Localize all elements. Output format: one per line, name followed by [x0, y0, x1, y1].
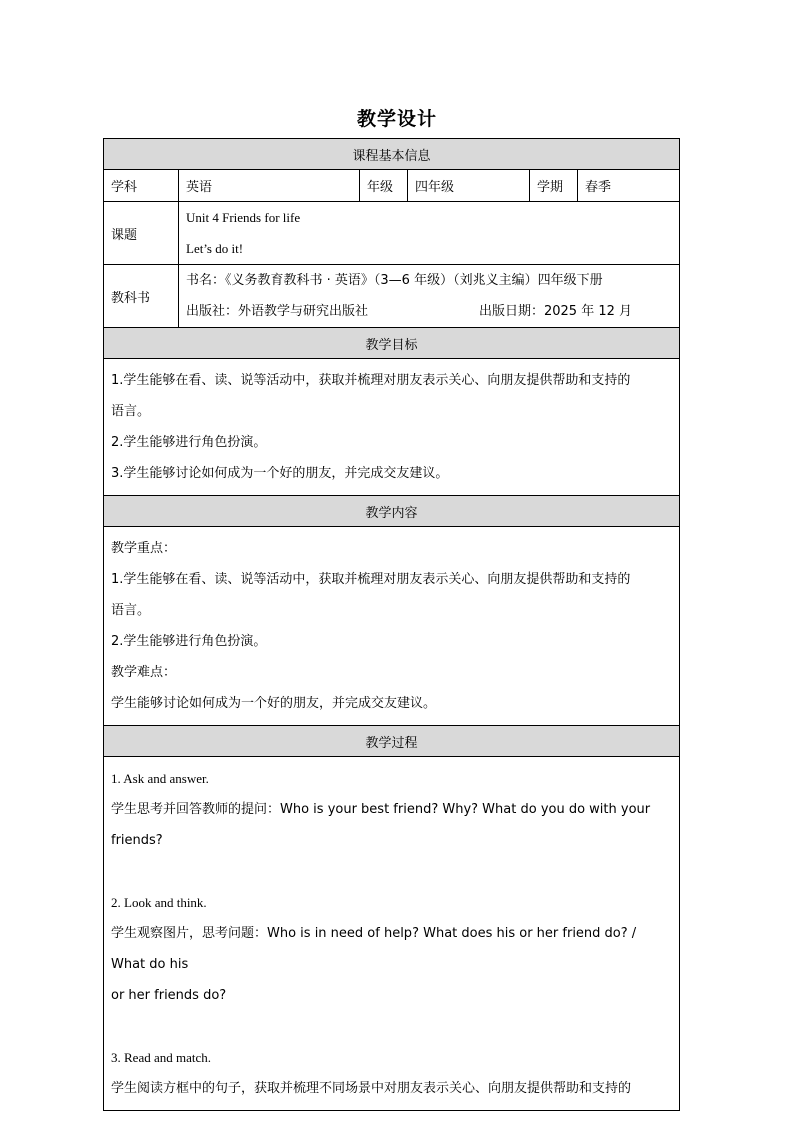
- term-label: 学期: [530, 170, 578, 202]
- subject-value: 英语: [179, 170, 360, 202]
- content-line: 学生能够讨论如何成为一个好的朋友，并完成交友建议。: [111, 696, 437, 711]
- process-line: 学生思考并回答教师的提问：Who is your best friend? Why? What do you do with your friends?: [111, 802, 651, 848]
- process-line: or her friends do?: [111, 988, 227, 1003]
- content-line: 教学难点：: [111, 665, 177, 680]
- process-blank-line: [111, 856, 672, 887]
- grade-label: 年级: [360, 170, 408, 202]
- textbook-title: 书名：《义务教育教科书 · 英语》（3—6 年级）（刘兆义主编）四年级下册: [186, 273, 603, 288]
- section-process: 教学过程: [104, 726, 680, 757]
- topic-line: Unit 4 Friends for life: [186, 210, 301, 225]
- content-line: 教学重点：: [111, 541, 177, 556]
- section-objectives: 教学目标: [104, 328, 680, 359]
- section-content: 教学内容: [104, 496, 680, 527]
- objective-line: 3.学生能够讨论如何成为一个好的朋友，并完成交友建议。: [111, 466, 449, 481]
- publisher-row: [186, 296, 672, 327]
- process-line: 1. Ask and answer.: [111, 771, 209, 786]
- content-line: 语言。: [111, 603, 151, 618]
- content-line: 1.学生能够在看、读、说等活动中，获取并梳理对朋友表示关心、向朋友提供帮助和支持的: [111, 572, 631, 587]
- page-title: 教学设计: [356, 108, 437, 130]
- process-line: 学生阅读方框中的句子，获取并梳理不同场景中对朋友表示关心、向朋友提供帮助和支持的: [111, 1081, 632, 1096]
- textbook-label: 教科书: [104, 265, 179, 328]
- process-line: 学生观察图片，思考问题：Who is in need of help? What does his or her friend do? / What do his: [111, 926, 637, 972]
- objective-line: 语言。: [111, 404, 151, 419]
- publish-date: 出版日期：2025 年 12 月: [478, 304, 633, 319]
- subject-label: 学科: [104, 170, 179, 202]
- content-body: [104, 527, 680, 726]
- process-line: 2. Look and think.: [111, 895, 207, 910]
- topic-line: Let’s do it!: [186, 241, 244, 256]
- topic-label: 课题: [104, 202, 179, 265]
- topic-value: [179, 202, 680, 265]
- textbook-value: [179, 265, 680, 328]
- process-blank-line: [111, 1011, 672, 1042]
- lesson-plan-table: [103, 138, 680, 1111]
- objective-line: 2.学生能够进行角色扮演。: [111, 435, 267, 450]
- objectives-body: [104, 359, 680, 496]
- process-body: [104, 757, 680, 1111]
- grade-value: 四年级: [408, 170, 530, 202]
- term-value: 春季: [578, 170, 680, 202]
- publisher: 出版社：外语教学与研究出版社: [186, 304, 369, 319]
- content-line: 2.学生能够进行角色扮演。: [111, 634, 267, 649]
- section-basic-info: 课程基本信息: [104, 139, 680, 170]
- process-line: 3. Read and match.: [111, 1050, 211, 1065]
- objective-line: 1.学生能够在看、读、说等活动中，获取并梳理对朋友表示关心、向朋友提供帮助和支持的: [111, 373, 631, 388]
